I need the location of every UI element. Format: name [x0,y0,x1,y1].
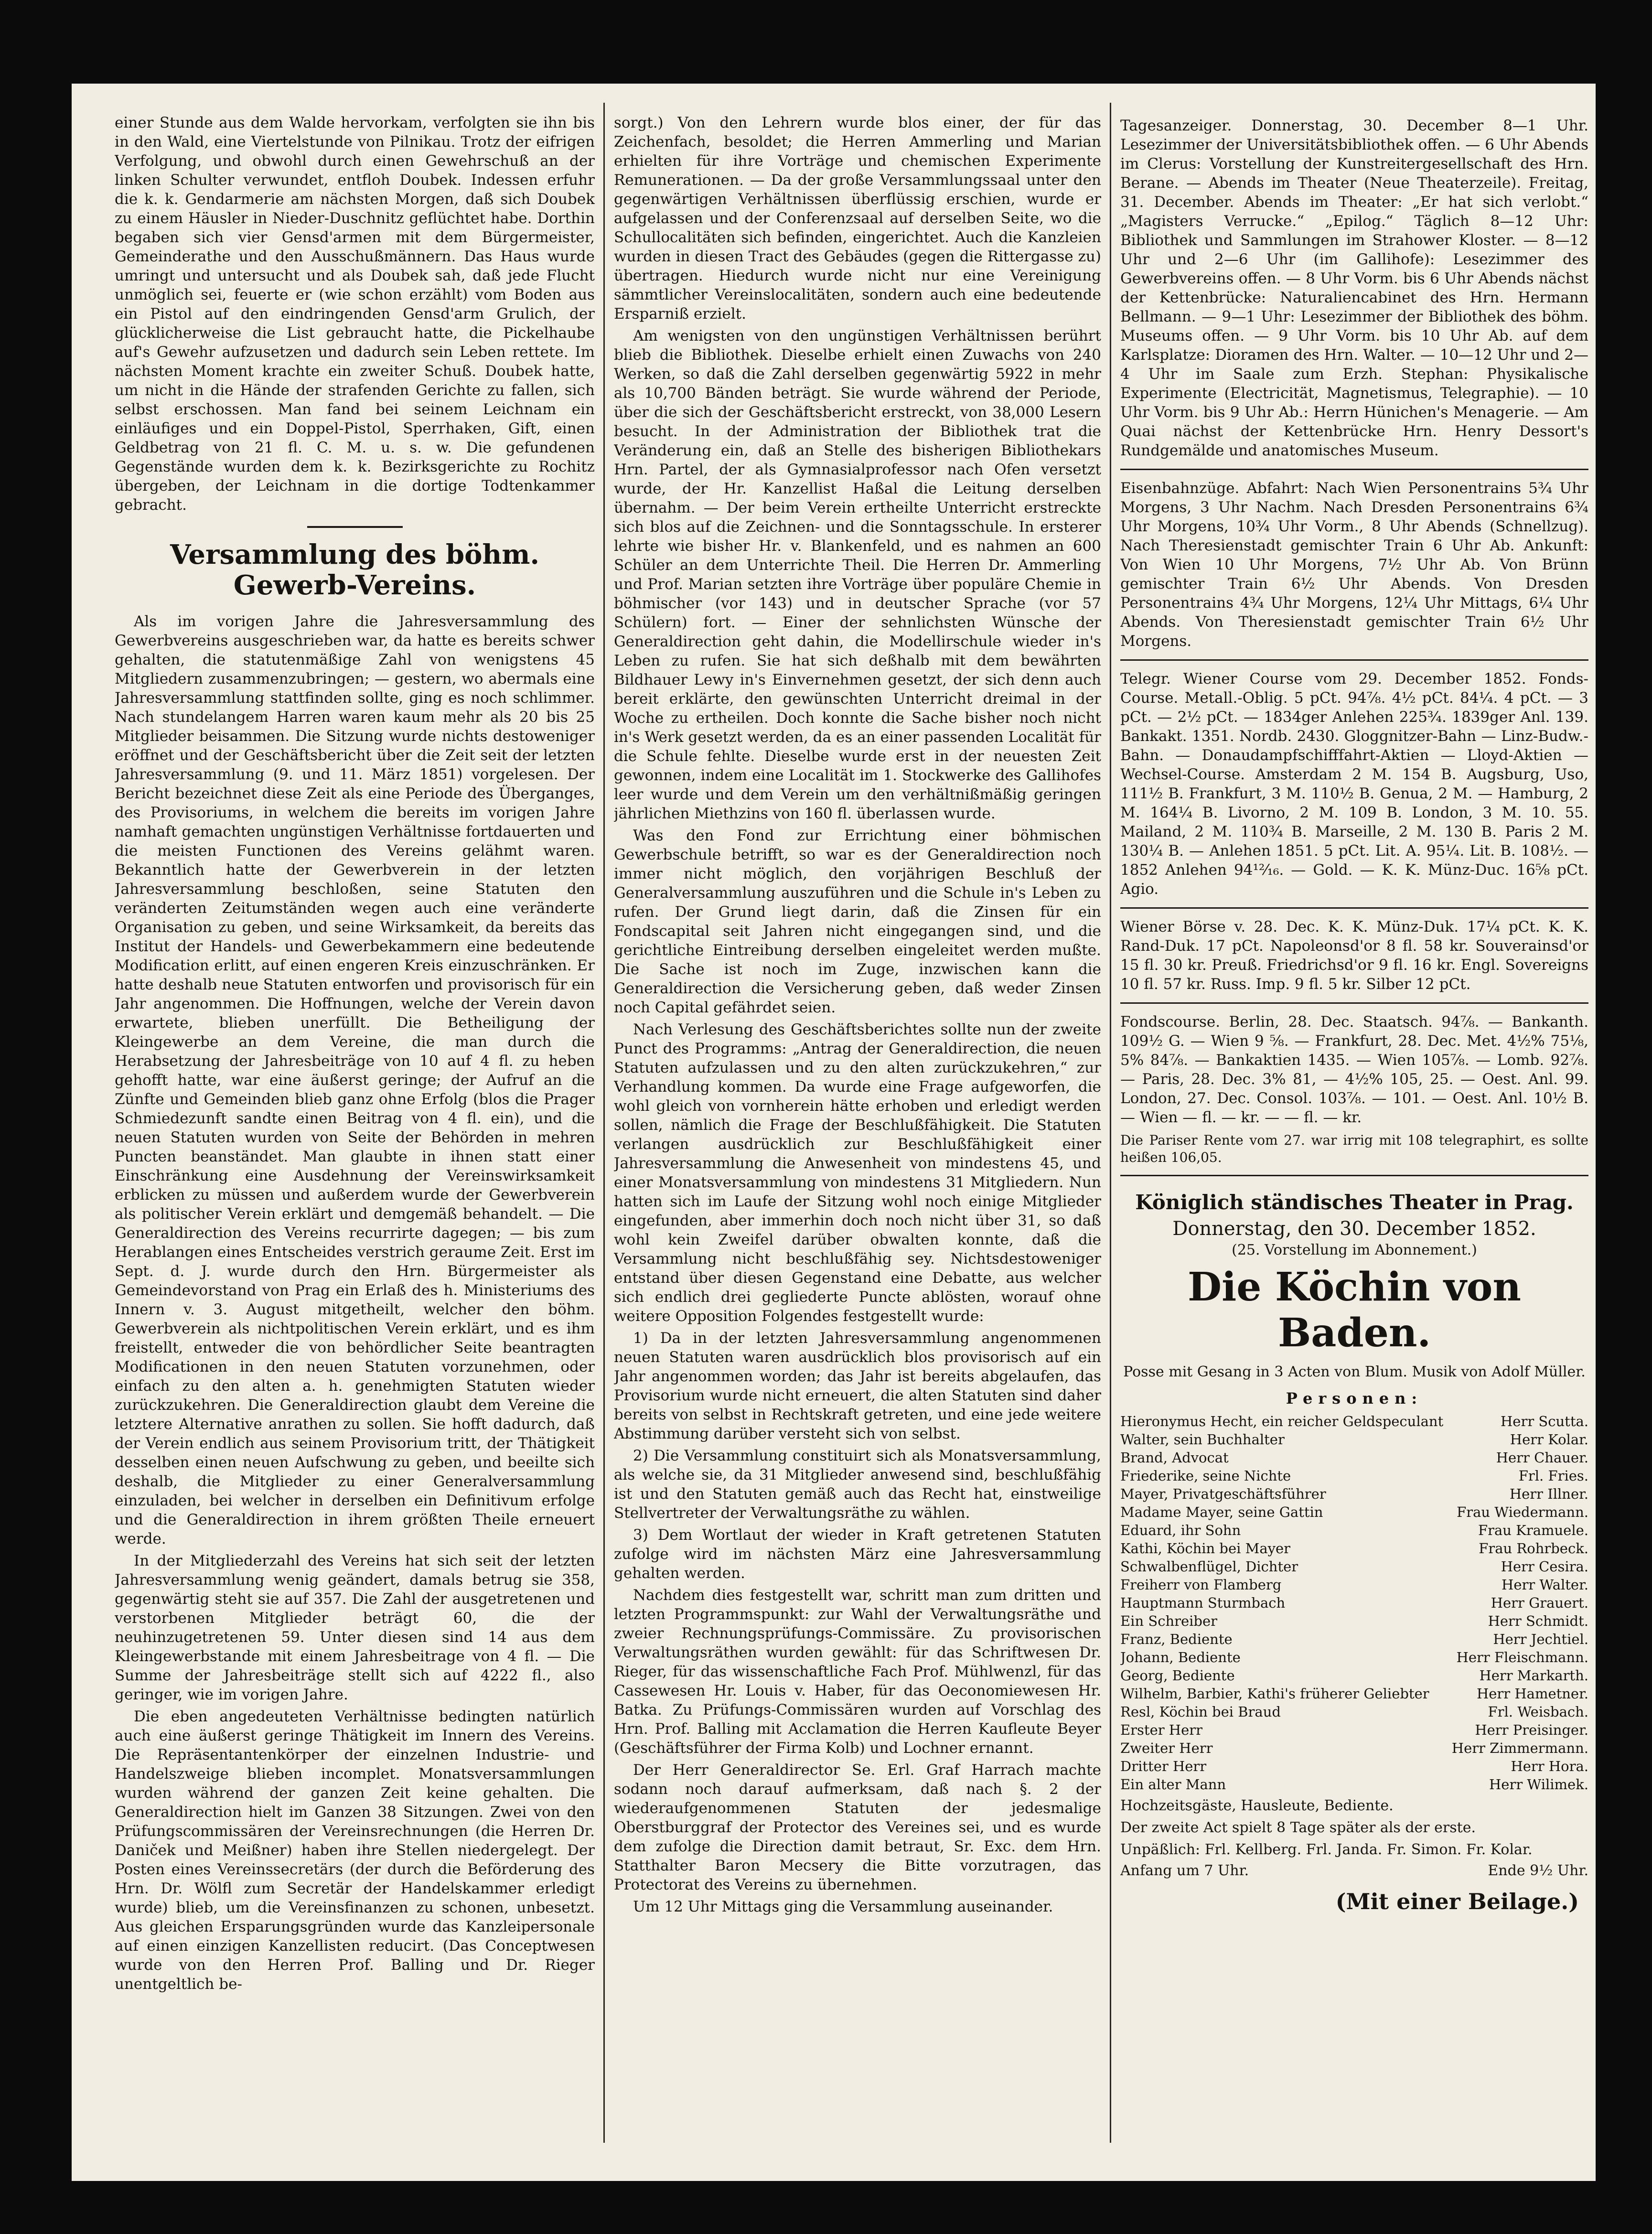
cast-actor: Herr Illner. [1509,1486,1588,1502]
cast-role: Mayer, Privatgeschäftsführer [1120,1486,1326,1502]
cast-row [1120,1703,1588,1721]
telegraph-exchange-rates: Telegr. Wiener Course vom 29. December 1852. Fonds-Course. Metall.-Oblig. 5 pCt. 94⅞. 4½ pCt. 84¼. 4 pCt. — 3 pCt. — 2½ pCt. — 1834ger Anlehen 225¾. 1839ger Anl. 139. Bankakt. 1351. Nordb. 2430. Gloggnitzer-Bahn — Linz-Budw.-Bahn. — Donaudampfschifffahrt-Aktien — Lloyd-Aktien — Wechsel-Course. Amsterdam 2 M. 154 B. Augsburg, Uso, 111½ B. Frankfurt, 3 M. 110½ B. Genua, 2 M. — Hamburg, 2 M. 164¼ B. Livorno, 2 M. 109 B. London, 3 M. 10. 55. Mailand, 2 M. 110¾ B. Marseille, 2 M. 130 B. Paris 2 M. 130¼ B. — Anlehen 1851. 5 pCt. Lit. A. 95¼. Lit. B. 108½. — 1852 Anlehen 94¹²⁄₁₆. — Gold. — K. K. Münz-Duc. 16⅝ pCt. Agio. [1120,670,1588,898]
cast-row [1120,1539,1588,1557]
cast-row [1120,1576,1588,1594]
cast-role: Ein Schreiber [1120,1613,1218,1629]
article-paragraph: In der Mitgliederzahl des Vereins hat sich seit der letzten Jahresversammlung wenig geändert, damals betrug sie 358, gegenwärtig steht sie auf 357. Die Zahl der ausgetretenen und verstorbenen Mitglieder beträgt 60, die der neuhinzugetretenen 59. Unter diesen sind 14 aus dem Kleingewerbstande mit einem Jahresbeitrage von 4 fl. — Die Summe der Jahresbeiträge stellt sich auf 4222 fl., also geringer, wie im vorigen Jahre. [115,1552,595,1703]
cast-row [1120,1503,1588,1521]
cast-actor: Herr Scutta. [1501,1413,1588,1429]
cast-role: Resl, Köchin bei Braud [1120,1704,1281,1720]
cast-role: Schwalbenflügel, Dichter [1120,1558,1298,1575]
cast-role: Madame Mayer, seine Gattin [1120,1504,1323,1520]
cast-actor: Herr Jechtiel. [1493,1631,1588,1647]
article-paragraph: Nach Verlesung des Geschäftsberichtes sollte nun der zweite Punct des Programms: „Antrag der Generaldirection, die neuen Statuten aufzulassen und zu den alten zurückzukehren,“ zur Verhandlung kommen. Da wurde eine Frage aufgeworfen, die wohl gleich von vornherein hätte erhoben und erledigt werden sollen, nämlich die Frage der Beschlußfähigkeit. Die Statuten verlangen ausdrücklich zur Beschlußfähigkeit einer Jahresversammlung die Anwesenheit von mindestens 45, und einer Monatsversammlung von mindestens 31 Mitgliedern. Nun hatten sich im Laufe der Sitzung wohl noch einige Mitglieder eingefunden, aber immerhin doch noch nicht über 31, so daß wohl kein Zweifel darüber obwalten konnte, daß die Versammlung nicht beschlußfähig sey. Nichtsdestoweniger entstand über diesen Gegenstand eine Debatte, aus welcher sich endlich drei gegliederte Puncte ablösten, worauf ohne weitere Opposition Folgendes festgestellt wurde: [614,1021,1101,1325]
vienna-bourse: Wiener Börse v. 28. Dec. K. K. Münz-Duk. 17¼ pCt. K. K. Rand-Duk. 17 pCt. Napoleonsd'or 8 fl. 58 kr. Souverainsd'or 15 fl. 30 kr. Preuß. Friedrichsd'or 9 fl. 16 kr. Engl. Sovereigns 10 fl. 57 kr. Russ. Imp. 9 fl. 5 kr. Silber 12 pCt. [1120,918,1588,993]
start-time: Anfang um 7 Uhr. [1120,1862,1249,1879]
railway-schedule: Eisenbahnzüge. Abfahrt: Nach Wien Personentrains 5¾ Uhr Morgens, 3 Uhr Nachm. Nach Dresden Personentrains 6¾ Uhr Morgens, 10¾ Uhr Vorm., 8 Uhr Abends (Schnellzug). Nach Theresienstadt gemischter Train 6 Uhr Ab. Ankunft: Von Wien 10 Uhr Morgens, 7½ Uhr Ab. Von Brünn gemischter Train 6½ Uhr Abends. Von Dresden Personentrains 4¾ Uhr Morgens, 12¼ Uhr Mittags, 6¼ Uhr Abends. Von Theresienstadt gemischter Train 6½ Uhr Morgens. [1120,480,1588,650]
section-rule [1120,659,1588,661]
section-rule [1120,1175,1588,1176]
cast-actor: Frl. Fries. [1518,1468,1588,1484]
act-note: Der zweite Act spielt 8 Tage später als der erste. [1120,1819,1476,1836]
cast-row [1120,1449,1588,1467]
cast-actor: Frau Wiedermann. [1457,1504,1588,1520]
cast-actor: Herr Zimmermann. [1451,1740,1588,1756]
cast-row [1120,1630,1588,1648]
supplement-note: (Mit einer Beilage.) [1335,1889,1579,1914]
end-time: Ende 9½ Uhr. [1488,1862,1588,1879]
cast-role: Hauptmann Sturmbach [1120,1595,1286,1611]
article-paragraph: Die eben angedeuteten Verhältnisse bedingten natürlich auch eine äußerst geringe Thätigkeit im Innern des Vereins. Die Repräsentantenkörper der einzelnen Industrie- und Handelszweige blieben incomplet. Monatsversammlungen wurden während der ganzen Zeit keine gehalten. Die Generaldirection hielt im Ganzen 38 Sitzungen. Zwei von den Prüfungscommissären der Vereinsrechnungen (die Herren Dr. Daniček und Meißner) haben ihre Stellen niedergelegt. Der Posten eines Vereinssecretärs (der durch die Beförderung des Hrn. Dr. Wölfl zum Secretär der Handelskammer erledigt wurde) blieb, um die Vereinsfinanzen zu schonen, unbesetzt. Aus gleichen Ersparungsgründen wurde das Kanzleipersonale auf einen einzigen Kanzellisten reducirt. (Das Conceptwesen wurde von den Herren Prof. Balling und Dr. Rieger unentgeltlich be- [115,1708,595,1993]
correction-note: Die Pariser Rente vom 27. war irrig mit 108 telegraphirt, es sollte heißen 106,05. [1120,1132,1588,1165]
cast-role: Wilhelm, Barbier, Kathi's früherer Geliebter [1120,1686,1429,1702]
cast-actor: Herr Hora. [1511,1758,1588,1774]
cast-row [1120,1648,1588,1666]
cast-actor: Herr Grauert. [1491,1595,1588,1611]
cast-actor: Herr Fleischmann. [1456,1649,1588,1665]
article-paragraph: Am wenigsten von den ungünstigen Verhältnissen berührt blieb die Bibliothek. Dieselbe erhielt einen Zuwachs von 240 Werken, so daß die Zahl derselben gegenwärtig 5922 in mehr als 10,700 Bänden beträgt. Sie wurde während der Periode, über die sich der Geschäftsbericht erstreckt, von 38,000 Lesern besucht. In der Administration der Bibliothek trat die Veränderung ein, daß an Stelle des bisherigen Bibliothekars Hrn. Partel, der als Gymnasialprofessor nach Ofen versetzt wurde, der Hr. Kanzellist Haßal die Leitung derselben übernahm. — Der beim Verein ertheilte Unterricht erstreckte sich blos auf die Zeichnen- und die Sonntagsschule. In ersterer lehrte wie bisher Hr. v. Blankenfeld, und es nahmen an 600 Schüler an dem Unterrichte Theil. Die Herren Dr. Ammerling und Prof. Marian setzten ihre Vorträge über populäre Chemie in böhmischer (vor 143) und in deutscher Sprache (vor 57 Schülern) fort. — Einer der sehnlichsten Wünsche der Generaldirection geht dahin, die Modellirschule wieder in's Leben zu rufen. Sie hat sich deßhalb mit dem bewährten Bildhauer Lewy in's Einvernehmen gesetzt, der sich denn auch bereit erklärte, den gewünschten Unterricht dreimal in der Woche zu ertheilen. Doch konnte die Sache bisher noch nicht in's Werk gesetzt werden, da es an einer passenden Localität für die Schule fehlte. Dieselbe wurde erst in der neuesten Zeit gewonnen, indem eine Localität im 1. Stockwerke des Gallihofes leer wurde und dem Verein um den verhältnißmäßig geringen jährlichen Miethzins von 160 fl. überlassen wurde. [614,327,1101,822]
cast-actor: Herr Kolar. [1510,1431,1588,1448]
cast-role: Ein alter Mann [1120,1776,1226,1793]
article-paragraph: sorgt.) Von den Lehrern wurde blos einer, der für das Zeichenfach, besoldet; die Herren Ammerling und Marian erhielten für ihre Vorträge und chemischen Experimente Remunerationen. — Da der große Versammlungssaal unter den gegenwärtigen Verhältnissen überflüssig erschien, wurde er aufgelassen und der Conferenzsaal auf derselben Seite, wo die Schullocalitäten sich befinden, eingerichtet. Auch die Kanzleien wurden in diesen Tract des Gebäudes (gegen die Rittergasse zu) übertragen. Hiedurch wurde nicht nur eine Vereinigung sämmtlicher Vereinslocalitäten, sondern auch eine bedeutende Ersparniß erzielt. [614,114,1101,322]
cast-actor: Herr Markarth. [1479,1667,1588,1684]
cast-actor: Herr Walter. [1502,1577,1588,1593]
cast-list [1120,1412,1588,1794]
article-paragraph: Der Herr Generaldirector Se. Erl. Graf Harrach machte sodann noch darauf aufmerksam, daß nach §. 2 der wiederaufgenommenen Statuten der jedesmalige Oberstburggraf der Protector des Vereines sei, und es wurde dem zufolge die Direction damit betraut, Sr. Exc. dem Hrn. Statthalter Baron Mecsery die Bitte vorzutragen, das Protectorat des Vereins zu übernehmen. [614,1761,1101,1893]
cast-row [1120,1685,1588,1703]
article-paragraph: Nachdem dies festgestellt war, schritt man zum dritten und letzten Programmspunkt: zur Wahl der Verwaltungsräthe und zweier Rechnungsprüfungs-Commissäre. Zu provisorischen Verwaltungsräthen wurden gewählt: für das Schriftwesen Dr. Rieger, für das wissenschaftliche Fach Prof. Mühlwenzl, für das Cassewesen Hr. Louis v. Haber, für das Oeconomiewesen Hr. Batka. Zu Prüfungs-Commissären wurden auf Vorschlag des Hrn. Prof. Balling mit Acclamation die Herren Kaufleute Beyer (Geschäftsführer der Firma Kolb) und Lochner ernannt. [614,1587,1101,1757]
cast-actor: Herr Wilimek. [1489,1776,1588,1793]
cast-actor: Frau Rohrbeck. [1479,1540,1588,1557]
article-separator [307,526,403,528]
cast-row [1120,1412,1588,1430]
cast-row [1120,1521,1588,1539]
column-rule [1110,103,1111,2143]
cast-row [1120,1666,1588,1685]
column-rule [603,103,605,2143]
theatre-title: Königlich ständisches Theater in Prag. [1135,1191,1574,1214]
cast-role: Hieronymus Hecht, ein reicher Geldspeculant [1120,1413,1444,1429]
section-rule [1120,469,1588,470]
cast-heading: Personen: [1286,1389,1423,1407]
cast-row [1120,1775,1588,1794]
column-1 [115,113,595,2143]
cast-row [1120,1739,1588,1757]
theatre-announcement [1120,1191,1588,1914]
cast-role: Friederike, seine Nichte [1120,1468,1291,1484]
section-rule [1120,907,1588,909]
cast-row [1120,1594,1588,1612]
article-heading: Versammlung des böhm. Gewerb-Vereins. [170,539,539,601]
cast-row [1120,1485,1588,1503]
fund-prices: Fondscourse. Berlin, 28. Dec. Staatsch. 94⅞. — Bankanth. 109½ G. — Wien 9 ⅝. — Frankfurt, 28. Dec. Met. 4½% 75⅛, 5% 84⅞. — Bankaktien 1435. — Wien 105⅞. — Lomb. 92⅞. — Paris, 28. Dec. 3% 81, — 4½% 105, 25. — Oest. Anl. 99. London, 27. Dec. Consol. 103⅞. — 101. — Oest. Anl. 10½ B. — Wien — fl. — kr. — — fl. — kr. [1120,1013,1588,1126]
performance-number: (25. Vorstellung im Abonnement.) [1232,1242,1477,1258]
play-title: Die Köchin von Baden. [1188,1264,1521,1356]
cast-actor: Frl. Weisbach. [1488,1704,1588,1720]
cast-role: Walter, sein Buchhalter [1120,1431,1285,1448]
article-paragraph: Um 12 Uhr Mittags ging die Versammlung auseinander. [633,1898,1053,1915]
cast-row [1120,1757,1588,1775]
cast-row [1120,1612,1588,1630]
article-continuation: einer Stunde aus dem Walde hervorkam, verfolgten sie ihn bis in den Wald, eine Viertelstunde von Pilnikau. Trotz der eifrigen Verfolgung, und obwohl durch einen Gewehrschuß an der linken Schulter verwundet, entfloh Doubek. Indessen erfuhr die k. k. Gendarmerie am nächsten Morgen, daß sich Doubek zu einem Häusler in Nieder-Duschnitz geflüchtet habe. Dorthin begaben sich vier Gensd'armen mit dem Bürgermeister, Gemeinderathe und den Ausschußmännern. Das Haus wurde umringt und untersucht und als Doubek sah, daß jede Flucht unmöglich sei, feuerte er (wie schon erzählt) vom Boden aus ein Pistol auf den eindringenden Gensd'arm Grulich, der glücklicherweise die List gebraucht hatte, die Pickelhaube auf's Gewehr aufzusetzen und dadurch sein Leben rettete. Im nächsten Moment krachte ein zweiter Schuß. Doubek hatte, um nicht in die Hände der strafenden Gerichte zu fallen, sich selbst erschossen. Man fand bei seinem Leichnam ein einläufiges und ein Doppel-Pistol, Sperrhaken, Gift, einen Geldbetrag von 21 fl. C. M. u. s. w. Die gefundenen Gegenstände wurden dem k. k. Bezirksgerichte zu Rochitz übergeben, der Leichnam in die dortige Todtenkammer gebracht. [115,114,595,514]
cast-role: Johann, Bediente [1120,1649,1241,1665]
play-description: Posse mit Gesang in 3 Acten von Blum. Musik von Adolf Müller. [1123,1364,1586,1380]
performance-date: Donnerstag, den 30. December 1852. [1172,1218,1536,1240]
cast-row [1120,1557,1588,1576]
column-3 [1120,113,1588,2143]
cast-actor: Herr Hametner. [1476,1686,1588,1702]
cast-role: Kathi, Köchin bei Mayer [1120,1540,1291,1557]
cast-role: Franz, Bediente [1120,1631,1233,1647]
article-paragraph: 2) Die Versammlung constituirt sich als Monatsversammlung, als welche sie, da 31 Mitglieder anwesend sind, beschlußfähig ist und den Statuten gemäß auch das Recht hat, einstweilige Stellvertreter der Verwaltungsräthe zu wählen. [614,1447,1101,1522]
section-rule [1120,1002,1588,1004]
cast-actor: Frau Kramuele. [1478,1522,1588,1538]
cast-role: Erster Herr [1120,1722,1202,1738]
article-paragraph: 3) Dem Wortlaut der wieder in Kraft getretenen Statuten zufolge wird im nächsten März eine Jahresversammlung gehalten werden. [614,1526,1101,1582]
newspaper-page [72,84,1596,2181]
article-paragraph: Was den Fond zur Errichtung einer böhmischen Gewerbschule betrifft, so war es der Generaldirection noch immer nicht möglich, den vorjährigen Beschluß der Generalversammlung auszuführen und die Schule in's Leben zu rufen. Der Grund liegt darin, daß die Zinsen für ein Fondscapital seit Jahren nicht eingegangen sind, und die gerichtliche Eintreibung derselben eingeleitet werden mußte. Die Sache ist noch im Zuge, inzwischen kann die Generaldirection die Versicherung geben, daß weder Zinsen noch Capital gefährdet seien. [614,827,1101,1016]
extras-line: Hochzeitsgäste, Hausleute, Bediente. [1120,1797,1394,1814]
cast-actor: Herr Cesira. [1501,1558,1588,1575]
article-paragraph: 1) Da in der letzten Jahresversammlung angenommenen neuen Statuten waren ausdrücklich blos provisorisch auf ein Jahr angenommen worden; das Jahr ist bereits abgelaufen, das Provisorium wurde nicht erneuert, die alten Statuten sind daher bereits von selbst in Rechtskraft getreten, und eine jede weitere Abstimmung darüber versteht sich von selbst. [614,1330,1101,1442]
cast-role: Zweiter Herr [1120,1740,1213,1756]
cast-actor: Herr Chauer. [1496,1450,1588,1466]
cast-role: Freiherr von Flamberg [1120,1577,1282,1593]
cast-role: Brand, Advocat [1120,1450,1229,1466]
cast-role: Eduard, ihr Sohn [1120,1522,1241,1538]
cast-role: Dritter Herr [1120,1758,1207,1774]
cast-actor: Herr Preisinger. [1475,1722,1588,1738]
cast-row [1120,1467,1588,1485]
cast-role: Georg, Bediente [1120,1667,1235,1684]
unwell-note: Unpäßlich: Frl. Kellberg. Frl. Janda. Fr. Simon. Fr. Kolar. [1120,1841,1533,1858]
performance-times [1120,1862,1588,1879]
article-paragraph: Als im vorigen Jahre die Jahresversammlung des Gewerbvereins ausgeschrieben war, da hatte es bereits schwer gehalten, die statutenmäßige Zahl von wenigstens 45 Mitgliedern zusammenzubringen; — gestern, wo abermals eine Jahresversammlung stattfinden sollte, ging es noch schlimmer. Nach stundelangem Harren waren kaum mehr als 20 bis 25 Mitglieder beisammen. Die Sitzung wurde nichts destoweniger eröffnet und der Geschäftsbericht über die Zeit seit der letzten Jahresversammlung (9. und 11. März 1851) vorgelesen. Der Bericht bezeichnet diese Zeit als eine Periode des Überganges, des Provisoriums, in welchem die bereits im vorigen Jahre namhaft gemachten ungünstigen Verhältnisse fortdauerten und die meisten Functionen des Vereins gelähmt waren. Bekanntlich hatte der Gewerbverein in der letzten Jahresversammlung beschloßen, seine Statuten den veränderten Zeitumständen wegen auch eine veränderte Organisation zu geben, und seine Wirksamkeit, da bereits das Institut der Handels- und Gewerbekammern eine bedeutende Modification erlitt, auf einen engeren Kreis einzuschränken. Er hatte deshalb neue Statuten entworfen und provisorisch für ein Jahr angenommen. Die Hoffnungen, welche der Verein davon erwartete, blieben unerfüllt. Die Betheiligung der Kleingewerbe an dem Vereine, die man durch die Herabsetzung der Jahresbeiträge von 10 auf 4 fl. zu heben gehofft hatte, war eine äußerst geringe; der Aufruf an die Zünfte und Gemeinden blieb ganz ohne Erfolg (blos die Prager Schmiedezunft sandte einen Beitrag von 4 fl. ein), und die neuen Statuten wurden von Seite der Behörden in mehren Puncten beanständet. Man glaubte in ihnen statt einer Einschränkung eine Ausdehnung der Vereinswirksamkeit erblicken zu müssen und außerdem wurde der Gewerbverein als politischer Verein erklärt und demgemäß behandelt. — Die Generaldirection des Vereins recurrirte dagegen; — bis zum Herablangen eines Entscheides verstrich geraume Zeit. Erst im Sept. d. J. wurde durch den Hrn. Bürgermeister als Gemeindevorstand von Prag ein Erlaß des h. Ministeriums des Innern v. 3. August mitgetheilt, welcher den böhm. Gewerbverein als nichtpolitischen Verein erklärt, und es ihm freistellt, entweder die von behördlicher Seite beantragten Modificationen in den neuen Statuten vorzunehmen, oder einfach zu den alten a. h. genehmigten Statuten wieder zurückzukehren. Die Generaldirection glaubt dem Vereine die letztere Alternative anrathen zu sollen. Sie hofft dadurch, daß der Verein endlich aus seinem Provisorium tritt, der Thätigkeit desselben einen neuen Aufschwung zu geben, und beeilte sich deshalb, die Mitglieder zu einer Generalversammlung einzuladen, bei welcher in derselben ein Definitivum erfolge und die Generaldirection in ihrem größten Theile erneuert werde. [115,613,595,1547]
cast-row [1120,1430,1588,1449]
column-2 [614,113,1101,2143]
cast-actor: Herr Schmidt. [1488,1613,1588,1629]
tagesanzeiger: Tagesanzeiger. Donnerstag, 30. December 8—1 Uhr. Lesezimmer der Universitätsbibliothek offen. — 6 Uhr Abends im Clerus: Vorstellung der Kunstreitergesellschaft des Hrn. Berane. — Abends im Theater (Neue Theaterzeile). Freitag, 31. December. Abends im Theater: „Er hat sich verlobt.“ „Magisters Verrucke.“ „Epilog.“ Täglich 8—12 Uhr: Bibliothek und Sammlungen im Strahower Kloster. — 8—12 Uhr und 2—6 Uhr (im Gallihofe): Lesezimmer des Gewerbvereins offen. — 8 Uhr Vorm. bis 6 Uhr Abends nächst der Kettenbrücke: Naturaliencabinet des Hrn. Hermann Bellmann. — 9—1 Uhr: Lesezimmer der Bibliothek des böhm. Museums offen. — 9 Uhr Vorm. bis 10 Uhr Ab. auf dem Karlsplatze: Dioramen des Hrn. Walter. — 10—12 Uhr und 2—4 Uhr im Saale zum Erzh. Stephan: Physikalische Experimente (Electricität, Magnetismus, Telegraphie). — 10 Uhr Vorm. bis 9 Uhr Ab.: Herrn Hünichen's Menagerie. — Am Quai nächst der Kettenbrücke Hrn. Henry Dessort's Rundgemälde und anatomisches Museum. [1120,117,1588,459]
cast-row [1120,1721,1588,1739]
